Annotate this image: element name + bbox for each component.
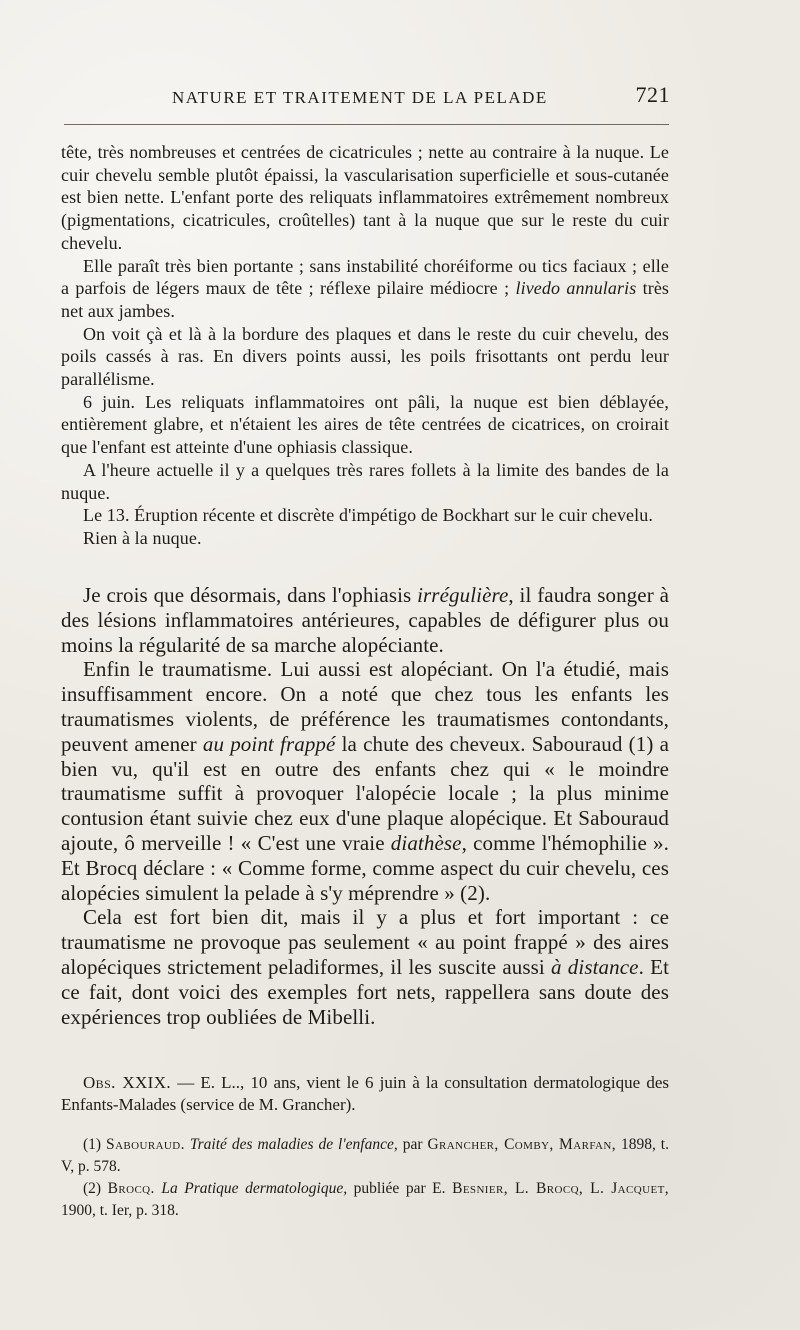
- footnote-1: [61, 1134, 669, 1178]
- main-paragraph-2-end: , comme l'hémophilie ». Et Brocq déclare : « Comme forme, comme aspect du cuir chevelu, ces alopécies simulent la pelade à s'y méprendre » (2).: [61, 830, 669, 905]
- main-text-block: [61, 583, 669, 1029]
- main-paragraph-3: [61, 905, 669, 1029]
- point-frappe-term: au point frappé: [202, 731, 336, 756]
- case-notes-block: [61, 141, 669, 550]
- page-header: [60, 80, 670, 120]
- main-paragraph-3-end: . Et ce fait, dont voici des exemples fort nets, rappellera sans doute des expériences trop oubliées de Mibelli.: [61, 954, 669, 1029]
- case-note-paragraph-1: tête, très nombreuses et centrées de cicatricules ; nette au contraire à la nuque. Le cuir chevelu semble plutôt épaissi, la vascularisation superficielle et sous-cutanée est bien nette. L'enfant porte des reliquats inflammatoires extrêmement nombreux (pigmentations, cicatricules, croûtelles) tant à la nuque que sur le reste du cuir chevelu.: [61, 142, 669, 253]
- footnote-1-after: 1898, t. V, p. 578.: [61, 1136, 669, 1175]
- footnote-1-author: Sabouraud.: [106, 1136, 185, 1153]
- footnotes: [61, 1134, 669, 1222]
- case-note-paragraph-5: A l'heure actuelle il y a quelques très rares follets à la limite des bandes de la nuque.: [61, 459, 669, 503]
- running-title: NATURE ET TRAITEMENT DE LA PELADE: [172, 88, 548, 107]
- footnote-2-prefix: (2): [83, 1180, 108, 1197]
- footnote-1-editors: Grancher, Comby, Marfan,: [427, 1136, 616, 1153]
- case-note-paragraph-6: Le 13. Éruption récente et discrète d'impétigo de Bockhart sur le cuir chevelu.: [83, 505, 653, 526]
- main-paragraph-3-start: Cela est fort bien dit, mais il y a plus et fort important : ce traumatisme ne provoque pas seulement « au point frappé » des aires alopéciques strictement peladiformes, il les suscite aussi: [61, 905, 669, 979]
- main-paragraph-1: [61, 583, 669, 657]
- footnote-2-author: Brocq.: [107, 1180, 155, 1197]
- main-paragraph-1-start: Je crois que désormais, dans l'ophiasis: [83, 583, 418, 607]
- distance-term: à distance: [551, 954, 639, 979]
- irregular-term: irrégulière: [417, 583, 509, 607]
- footnote-2-mid: publiée par E.: [347, 1180, 453, 1197]
- header-rule: [64, 124, 669, 125]
- diathese-term: diathèse: [390, 830, 462, 855]
- main-paragraph-2-start: Enfin le traumatisme. Lui aussi est alopéciant. On l'a étudié, mais insuffisamment encore. On a noté que chez tous les enfants les traumatismes violents, de préférence les traumatismes contondants, peuvent amener: [61, 657, 669, 756]
- case-note-paragraph-7: Rien à la nuque.: [83, 527, 202, 548]
- footnote-2-editors: Besnier, L. Brocq, L. Jacquet,: [452, 1180, 669, 1197]
- footnote-2: [61, 1178, 669, 1222]
- observation-paragraph: [61, 1072, 669, 1116]
- footnote-1-prefix: (1): [83, 1136, 107, 1153]
- observation-text: — E. L.., 10 ans, vient le 6 juin à la consultation dermatologique des Enfants-Malades (service de M. Grancher).: [61, 1073, 669, 1114]
- page-number: 721: [635, 82, 670, 107]
- footnote-1-title: Traité des maladies de l'enfance,: [184, 1136, 398, 1153]
- main-paragraph-1-end: , il faudra songer à des lésions inflammatoires antérieures, capables de défigurer plus ou moins la régularité de sa marche alopéciante.: [61, 583, 669, 657]
- observation-block: [61, 1072, 669, 1116]
- case-note-paragraph-4: 6 juin. Les reliquats inflammatoires ont pâli, la nuque est bien déblayée, entièrement glabre, et n'étaient les aires de tête centrées de cicatrices, on croirait que l'enfant est atteinte d'une ophiasis classique.: [61, 391, 669, 458]
- main-paragraph-2-middle: la chute des cheveux. Sabouraud (1) a bien vu, qu'il est en outre des enfants chez qui « le moindre traumatisme suffit à provoquer l'alopécie locale ; la plus minime contusion étant suivie chez eux d'une plaque alopécique. Et Sabouraud ajoute, ô merveille ! « C'est une vraie: [61, 731, 669, 855]
- livedo-term: livedo annularis: [515, 278, 637, 299]
- footnote-2-title: La Pratique dermatologique,: [154, 1180, 348, 1197]
- case-note-paragraph-3: On voit çà et là à la bordure des plaques et dans le reste du cuir chevelu, des poils cassés à ras. En divers points aussi, les poils frisottants ont perdu leur parallélisme.: [61, 323, 669, 390]
- case-note-paragraph-2: [61, 255, 669, 323]
- observation-label: Obs. XXIX.: [83, 1073, 172, 1092]
- case-note-paragraph-2-text: Elle paraît très bien portante ; sans instabilité choréiforme ou tics faciaux ; elle a parfois de légers maux de tête ; réflexe pilaire médiocre ;: [61, 255, 669, 299]
- main-paragraph-2: [61, 657, 669, 905]
- case-note-paragraph-2-ending: très net aux jambes.: [61, 278, 670, 321]
- footnote-1-mid: par: [397, 1136, 428, 1153]
- footnote-2-after: 1900, t. Ier, p. 318.: [61, 1202, 179, 1219]
